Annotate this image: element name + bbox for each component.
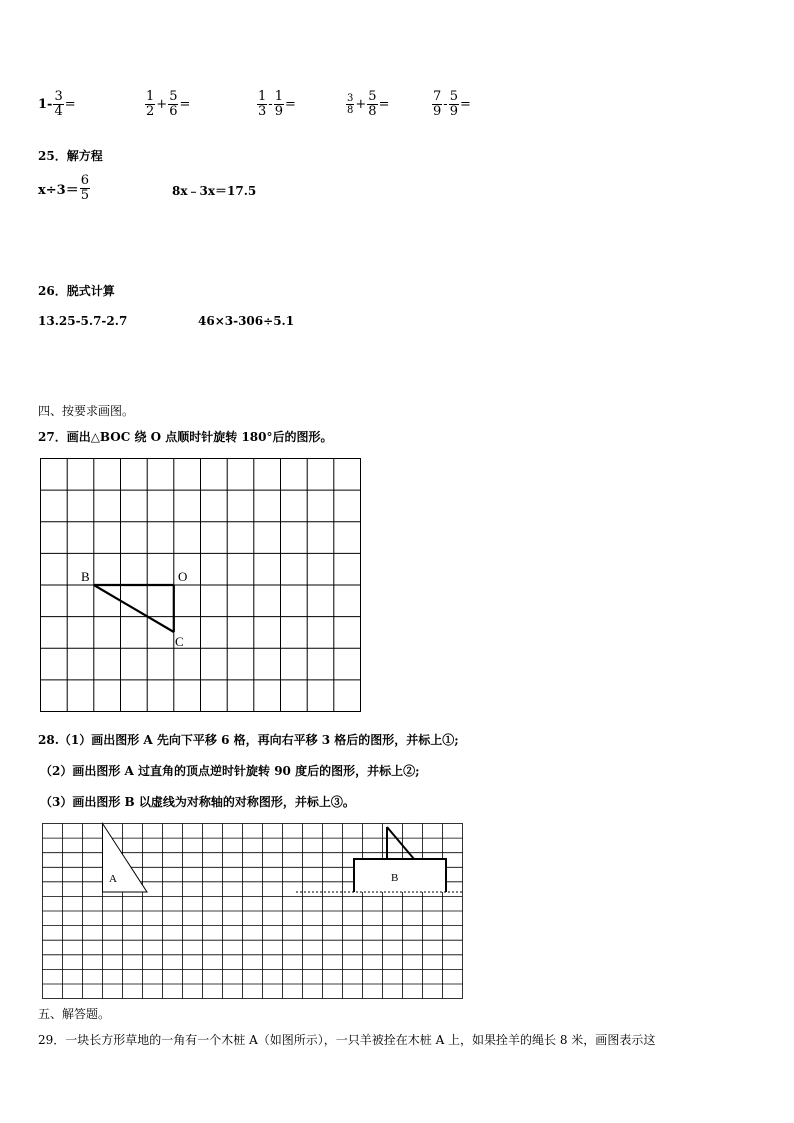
label-b-fig: B <box>391 872 399 884</box>
denominator: 6 <box>169 104 178 119</box>
q28-line-3: （3）画出图形 B 以虚线为对称轴的对称图形，并标上③。 <box>40 795 355 809</box>
equation-left: x÷3＝ <box>38 183 79 198</box>
denominator: 8 <box>368 104 377 119</box>
operator: + <box>156 97 168 112</box>
fraction-prefix: 1- <box>38 97 53 112</box>
denominator: 2 <box>146 104 155 119</box>
q26-expression-2: 46×3-306÷5.1 <box>198 314 295 328</box>
section-5-heading: 五、解答题。 <box>38 1007 111 1021</box>
triangle-boc <box>94 585 174 632</box>
numerator: 7 <box>433 89 442 104</box>
numerator: 3 <box>347 93 354 104</box>
numerator: 5 <box>368 89 377 104</box>
q25-equation-2: 8x﹣3x＝17.5 <box>172 184 257 198</box>
q27-grid <box>41 459 361 712</box>
operator: - <box>268 97 273 112</box>
equals-sign: = <box>284 97 296 112</box>
denominator: 5 <box>80 188 89 203</box>
q26-title: 26．脱式计算 <box>38 284 115 298</box>
denominator: 3 <box>258 104 267 119</box>
denominator: 9 <box>433 104 442 119</box>
numerator: 6 <box>80 173 89 188</box>
label-o: O <box>178 569 188 584</box>
numerator: 1 <box>146 89 155 104</box>
equals-sign: = <box>64 97 76 112</box>
label-a: A <box>109 873 117 885</box>
operator: + <box>355 97 367 112</box>
q28-line-1: 28.（1）画出图形 A 先向下平移 6 格，再向右平移 3 格后的图形，并标上①; <box>38 733 459 747</box>
denominator: 9 <box>449 104 458 119</box>
numerator: 5 <box>449 89 458 104</box>
q26-expression-1: 13.25-5.7-2.7 <box>38 314 128 328</box>
denominator: 4 <box>54 104 63 119</box>
label-c: C <box>175 634 184 649</box>
numerator: 5 <box>169 89 178 104</box>
operator: - <box>443 97 448 112</box>
label-b: B <box>81 569 90 584</box>
denominator: 9 <box>274 104 283 119</box>
equals-sign: = <box>459 97 471 112</box>
denominator: 8 <box>347 105 354 116</box>
section-4-heading: 四、按要求画图。 <box>38 404 135 418</box>
equals-sign: = <box>378 97 390 112</box>
q29-text: 29．一块长方形草地的一角有一个木桩 A（如图所示），一只羊被拴在木桩 A 上，如果拴羊的绳长 8 米，画图表示这 <box>38 1033 656 1047</box>
equals-sign: = <box>179 97 191 112</box>
numerator: 1 <box>274 89 283 104</box>
q28-line-2: （2）画出图形 A 过直角的顶点逆时针旋转 90 度后的图形，并标上②; <box>40 764 420 778</box>
q25-title: 25．解方程 <box>38 149 103 163</box>
numerator: 3 <box>54 89 63 104</box>
numerator: 1 <box>258 89 267 104</box>
q27-title: 27．画出△BOC 绕 O 点顺时针旋转 180°后的图形。 <box>38 430 333 444</box>
figure-b-body <box>354 859 446 892</box>
